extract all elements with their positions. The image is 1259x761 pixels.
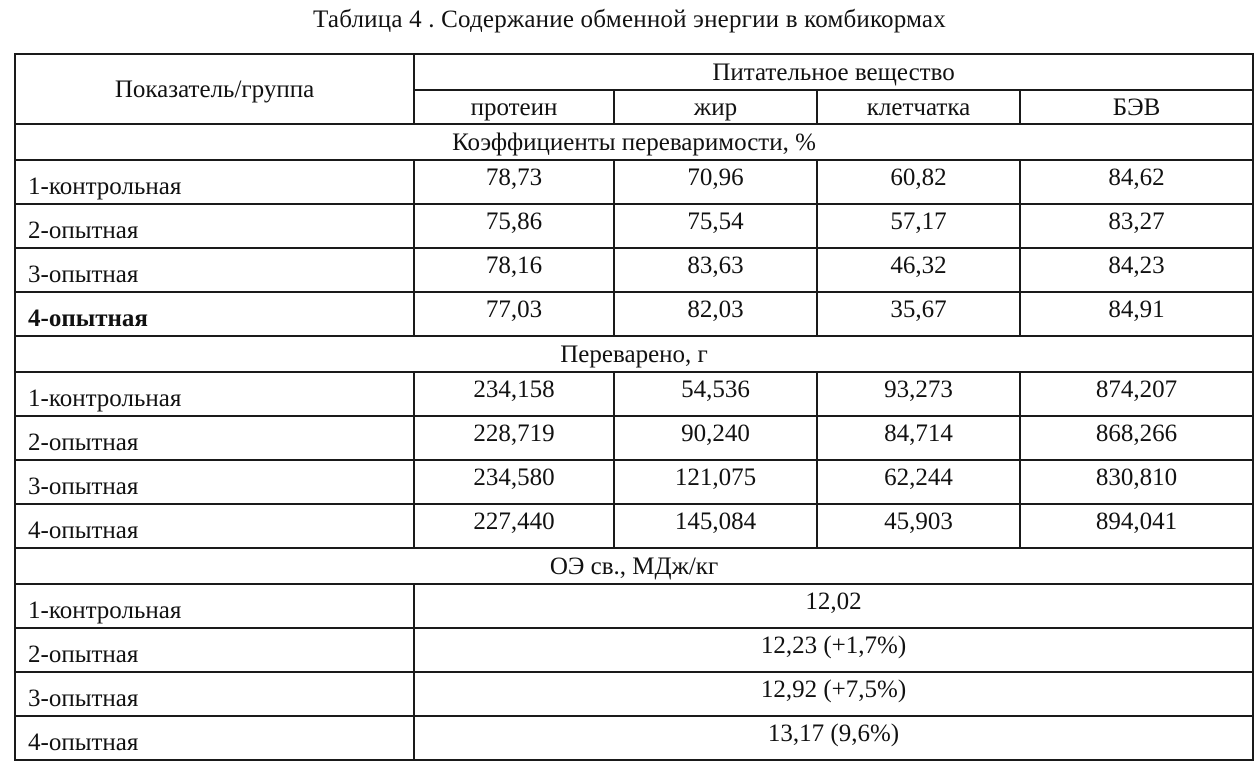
table-row [15,504,1253,548]
header-col-protein: протеин [414,90,614,124]
cell-value: 62,244 [817,460,1020,504]
table-row [15,292,1253,336]
cell-value: 93,273 [817,372,1020,416]
cell-value: 227,440 [414,504,614,548]
section-title-metabolizable-energy: ОЭ св., МДж/кг [15,548,1253,584]
cell-value: 45,903 [817,504,1020,548]
cell-value: 70,96 [614,160,817,204]
cell-value: 75,54 [614,204,817,248]
energy-table [14,53,1254,761]
cell-value: 54,536 [614,372,817,416]
table-row [15,160,1253,204]
section-title-digested: Переварено, г [15,336,1253,372]
cell-value: 145,084 [614,504,817,548]
cell-value: 84,91 [1020,292,1253,336]
cell-value: 35,67 [817,292,1020,336]
header-indicator-group: Показатель/группа [15,54,414,124]
table-row [15,628,1253,672]
row-label: 2-опытная [15,416,414,460]
table-row [15,416,1253,460]
cell-value: 894,041 [1020,504,1253,548]
cell-value: 77,03 [414,292,614,336]
cell-value: 13,17 (9,6%) [414,716,1253,760]
cell-value: 60,82 [817,160,1020,204]
row-label: 4-опытная [15,504,414,548]
row-label: 4-опытная [15,716,414,760]
cell-value: 234,158 [414,372,614,416]
section-title-digestibility: Коэффициенты переваримости, % [15,124,1253,160]
table-row [15,372,1253,416]
cell-value: 12,92 (+7,5%) [414,672,1253,716]
row-label: 1-контрольная [15,160,414,204]
cell-value: 84,62 [1020,160,1253,204]
cell-value: 868,266 [1020,416,1253,460]
cell-value: 12,02 [414,584,1253,628]
cell-value: 874,207 [1020,372,1253,416]
row-label: 2-опытная [15,204,414,248]
table-row [15,460,1253,504]
row-label: 1-контрольная [15,372,414,416]
cell-value: 234,580 [414,460,614,504]
cell-value: 78,16 [414,248,614,292]
row-label: 1-контрольная [15,584,414,628]
cell-value: 121,075 [614,460,817,504]
cell-value: 84,23 [1020,248,1253,292]
cell-value: 12,23 (+1,7%) [414,628,1253,672]
table-row [15,248,1253,292]
cell-value: 84,714 [817,416,1020,460]
cell-value: 830,810 [1020,460,1253,504]
row-label: 4-опытная [15,292,414,336]
header-col-nfe: БЭВ [1020,90,1253,124]
header-row [15,54,1253,90]
cell-value: 228,719 [414,416,614,460]
header-col-fat: жир [614,90,817,124]
table-row [15,204,1253,248]
cell-value: 83,27 [1020,204,1253,248]
header-nutrient: Питательное вещество [414,54,1253,90]
cell-value: 78,73 [414,160,614,204]
row-label: 3-опытная [15,460,414,504]
cell-value: 90,240 [614,416,817,460]
table-row [15,584,1253,628]
table-row [15,672,1253,716]
cell-value: 46,32 [817,248,1020,292]
row-label: 2-опытная [15,628,414,672]
cell-value: 75,86 [414,204,614,248]
cell-value: 83,63 [614,248,817,292]
row-label: 3-опытная [15,672,414,716]
table-row [15,716,1253,760]
cell-value: 57,17 [817,204,1020,248]
header-col-fiber: клетчатка [817,90,1020,124]
table-caption: Таблица 4 . Содержание обменной энергии в комбикормах [313,6,946,33]
row-label: 3-опытная [15,248,414,292]
cell-value: 82,03 [614,292,817,336]
